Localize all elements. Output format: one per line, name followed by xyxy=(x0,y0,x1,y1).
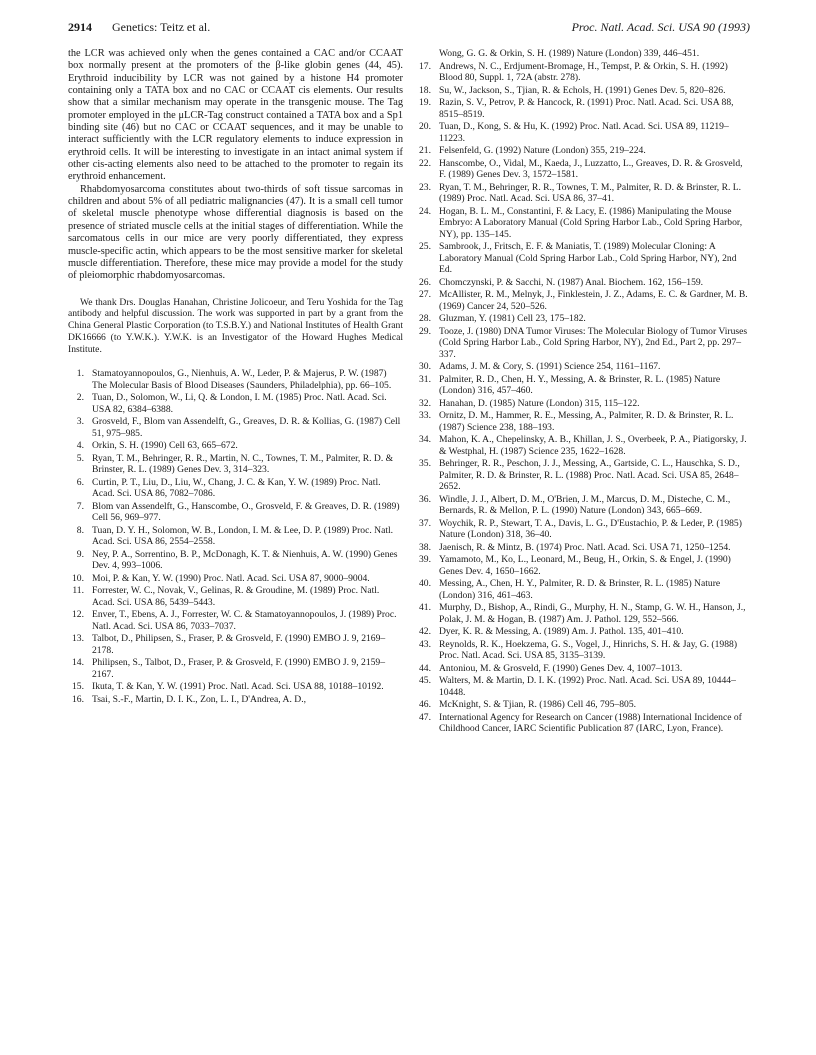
reference-number: 16. xyxy=(72,693,84,705)
reference-continuation: Wong, G. G. & Orkin, S. H. (1989) Nature (London) 339, 446–451. xyxy=(439,48,700,59)
reference-text: Tooze, J. (1980) DNA Tumor Viruses: The Molecular Biology of Tumor Viruses (Cold Spring Harbor Lab., Cold Spring Harbor, NY), 2nd Ed., Part 2, pp. 297–337. xyxy=(439,325,748,360)
reference-number: 3. xyxy=(76,416,84,428)
reference-item xyxy=(415,313,750,325)
reference-item xyxy=(415,434,750,457)
reference-text: Razin, S. V., Petrov, P. & Hancock, R. (1991) Proc. Natl. Acad. Sci. USA 88, 8515–8519. xyxy=(439,97,734,120)
reference-text: Chomczynski, P. & Sacchi, N. (1987) Anal. Biochem. 162, 156–159. xyxy=(439,276,704,288)
reference-number: 2. xyxy=(76,392,84,404)
reference-item xyxy=(415,675,750,698)
reference-item xyxy=(415,602,750,625)
reference-number: 19. xyxy=(419,97,431,108)
reference-number: 1. xyxy=(76,368,84,380)
reference-number: 11. xyxy=(72,585,84,597)
reference-item xyxy=(68,681,403,693)
reference-text: Philipsen, S., Talbot, D., Fraser, P. & Grosveld, F. (1990) EMBO J. 9, 2159–2167. xyxy=(92,657,386,680)
reference-list xyxy=(415,61,750,735)
reference-item xyxy=(415,542,750,554)
reference-text: Murphy, D., Bishop, A., Rindi, G., Murphy, H. N., Stamp, G. W. H., Hanson, J., Polak, J. M. & Hogan, B. (1987) Am. J. Pathol. 129, 552–566. xyxy=(439,602,746,625)
reference-number: 22. xyxy=(419,157,431,169)
running-title: Genetics: Teitz et al. xyxy=(112,20,211,34)
reference-text: Gluzman, Y. (1981) Cell 23, 175–182. xyxy=(439,313,586,324)
reference-number: 37. xyxy=(419,517,431,529)
reference-text: McAllister, R. M., Melnyk, J., Finklestein, J. Z., Adams, E. C. & Gardner, M. B. (1969) Cancer 24, 520–526. xyxy=(439,289,748,312)
reference-number: 25. xyxy=(419,241,431,252)
body-paragraph: the LCR was achieved only when the genes contained a CAC and/or CCAAT box normally present at the promoters of the β-like globin genes (44, 45). Erythroid inducibility by LCR was not gained by a histone H4 promoter containing only a TATA box and no CAC or CCAAT cis elements. Our results show that a similar mechanism may operate in the transgenic mouse. The Tag promoter employed in the μLCR-Tag construct contained a TATA box and a Sp1 binding site (46) but no CAC or CCAAT sequences, and it may be unable to interact sufficiently with the LCR regulatory elements to induce expression in erythroid cells. It will be interesting to investigate in an intact animal system if other cis-acting elements also need to be attached to the promoter to regain its erythroid enhancement. xyxy=(68,48,403,183)
right-column xyxy=(415,48,750,736)
reference-number: 41. xyxy=(419,602,431,613)
reference-text: Felsenfeld, G. (1992) Nature (London) 355, 219–224. xyxy=(439,145,646,156)
reference-number: 40. xyxy=(419,578,431,589)
reference-number: 12. xyxy=(72,609,84,621)
reference-text: McKnight, S. & Tjian, R. (1986) Cell 46, 795–805. xyxy=(439,699,637,710)
reference-text: Ney, P. A., Sorrentino, B. P., McDonagh, K. T. & Nienhuis, A. W. (1990) Genes Dev. 4, 993–1006. xyxy=(92,548,398,572)
reference-text: Antoniou, M. & Grosveld, F. (1990) Genes Dev. 4, 1007–1013. xyxy=(439,662,683,674)
reference-item xyxy=(68,440,403,452)
left-column xyxy=(68,48,403,706)
reference-text: Jaenisch, R. & Mintz, B. (1974) Proc. Natl. Acad. Sci. USA 71, 1250–1254. xyxy=(439,541,731,553)
reference-number: 42. xyxy=(419,626,431,637)
reference-item xyxy=(68,501,403,524)
reference-item xyxy=(415,518,750,541)
reference-item xyxy=(68,573,403,585)
reference-text: Talbot, D., Philipsen, S., Fraser, P. & Grosveld, F. (1990) EMBO J. 9, 2169–2178. xyxy=(92,633,386,656)
reference-number: 46. xyxy=(419,699,431,710)
reference-number: 38. xyxy=(419,541,431,553)
reference-number: 20. xyxy=(419,121,431,132)
page-number: 2914 xyxy=(68,20,92,34)
reference-item xyxy=(415,326,750,361)
reference-text: Hogan, B. L. M., Constantini, F. & Lacy, E. (1986) Manipulating the Mouse Embryo: A Laboratory Manual (Cold Spring Harbor Lab., Cold Spring Harbor, NY), pp. 135–145. xyxy=(439,205,743,240)
reference-item xyxy=(68,477,403,500)
reference-text: Ikuta, T. & Kan, Y. W. (1991) Proc. Natl. Acad. Sci. USA 88, 10188–10192. xyxy=(92,681,384,693)
reference-number: 17. xyxy=(419,60,431,72)
reference-number: 30. xyxy=(419,361,431,372)
reference-item xyxy=(68,585,403,608)
reference-text: Curtin, P. T., Liu, D., Liu, W., Chang, J. C. & Kan, Y. W. (1989) Proc. Natl. Acad. Sci. USA 86, 7082–7086. xyxy=(92,476,381,500)
reference-item xyxy=(68,368,403,391)
reference-number: 32. xyxy=(419,397,431,409)
reference-item xyxy=(68,416,403,439)
reference-item xyxy=(415,663,750,675)
reference-text: Tsai, S.-F., Martin, D. I. K., Zon, L. I., D'Andrea, A. D., xyxy=(92,693,306,705)
body-paragraph: Rhabdomyosarcoma constitutes about two-thirds of soft tissue sarcomas in children and about 5% of all pediatric malignancies (47). It is a small cell tumor of skeletal muscle phenotype whose differential diagnosis is based on the presence of striated muscle cells at the initial stages of differentiation. While the sarcomatous cells in our mice are very poorly differentiated, they express muscle-specific actin, which appears to be the most sensitive marker for skeletal muscle differentiation. Therefore, these mice may provide a model for the study of pleiomorphic rhabdomyosarcomas. xyxy=(68,183,403,282)
reference-item xyxy=(415,121,750,144)
reference-text: Ornitz, D. M., Hammer, R. E., Messing, A., Palmiter, R. D. & Brinster, R. L. (1987) Science 238, 188–193. xyxy=(439,410,734,433)
reference-item xyxy=(415,626,750,638)
reference-item xyxy=(415,374,750,397)
reference-text: Ryan, T. M., Behringer, R. R., Townes, T. M., Palmiter, R. D. & Brinster, R. L. (1989) Proc. Natl. Acad. Sci. USA 86, 37–41. xyxy=(439,181,742,204)
reference-number: 39. xyxy=(419,554,431,565)
reference-item xyxy=(415,554,750,577)
reference-text: Orkin, S. H. (1990) Cell 63, 665–672. xyxy=(92,440,238,452)
reference-number: 14. xyxy=(72,657,84,669)
reference-item xyxy=(415,145,750,157)
reference-text: Adams, J. M. & Cory, S. (1991) Science 254, 1161–1167. xyxy=(439,361,661,372)
reference-text: Messing, A., Chen, H. Y., Palmiter, R. D. & Brinster, R. L. (1985) Nature (London) 316, 461–463. xyxy=(439,578,721,601)
reference-item xyxy=(415,182,750,205)
reference-number: 8. xyxy=(76,524,84,536)
reference-item xyxy=(415,97,750,120)
reference-item xyxy=(68,609,403,632)
reference-text: Reynolds, R. K., Hoekzema, G. S., Vogel, J., Hinrichs, S. H. & Jay, G. (1988) Proc. Natl. Acad. Sci. USA 85, 3135–3139. xyxy=(439,638,738,661)
reference-text: International Agency for Research on Cancer (1988) International Incidence of Childhood Cancer, IARC Scientific Publication 87 (IARC, Lyon, France). xyxy=(439,711,742,734)
reference-text: Hanscombe, O., Vidal, M., Kaeda, J., Luzzatto, L., Greaves, D. R. & Grosveld, F. (1989) Genes Dev. 3, 1572–1581. xyxy=(439,157,743,180)
reference-number: 24. xyxy=(419,205,431,217)
reference-item xyxy=(415,398,750,410)
reference-number: 43. xyxy=(419,638,431,650)
reference-number: 4. xyxy=(76,440,84,452)
reference-number: 26. xyxy=(419,276,431,288)
reference-number: 35. xyxy=(419,458,431,469)
reference-number: 5. xyxy=(76,452,84,464)
reference-number: 21. xyxy=(419,145,431,156)
reference-item xyxy=(415,158,750,181)
reference-number: 44. xyxy=(419,662,431,674)
reference-item xyxy=(68,657,403,680)
reference-item xyxy=(415,241,750,276)
reference-number: 34. xyxy=(419,434,431,445)
reference-item xyxy=(415,85,750,97)
reference-item xyxy=(415,458,750,493)
reference-text: Andrews, N. C., Erdjument-Bromage, H., Tempst, P. & Orkin, S. H. (1992) Blood 80, Suppl. 1, 72A (abstr. 278). xyxy=(439,60,728,83)
reference-text: Hanahan, D. (1985) Nature (London) 315, 115–122. xyxy=(439,397,640,409)
reference-text: Blom van Assendelft, G., Hanscombe, O., Grosveld, F. & Greaves, D. R. (1989) Cell 56, 969–977. xyxy=(92,500,400,524)
reference-number: 47. xyxy=(419,711,431,723)
reference-item xyxy=(415,61,750,84)
reference-number: 36. xyxy=(419,493,431,505)
reference-text: Tuan, D., Kong, S. & Hu, K. (1992) Proc. Natl. Acad. Sci. USA 89, 11219–11223. xyxy=(439,121,729,144)
reference-item xyxy=(68,633,403,656)
reference-number: 13. xyxy=(72,633,84,645)
reference-number: 27. xyxy=(419,289,431,300)
reference-number: 9. xyxy=(76,548,84,560)
reference-item xyxy=(415,361,750,373)
reference-text: Windle, J. J., Albert, D. M., O'Brien, J. M., Marcus, D. M., Disteche, C. M., Bernards, R. & Mellon, P. L. (1990) Nature (London) 343, 665–669. xyxy=(439,493,731,516)
reference-text: Dyer, K. R. & Messing, A. (1989) Am. J. Pathol. 135, 401–410. xyxy=(439,626,684,637)
reference-number: 31. xyxy=(419,373,431,385)
reference-item xyxy=(68,549,403,572)
acknowledgment: We thank Drs. Douglas Hanahan, Christine Jolicoeur, and Teru Yoshida for the Tag antibody and helpful discussion. The work was supported in part by a grant from the China General Plastic Corporation (to T.S.B.Y.) and National Institutes of Health Grant DK16666 (to Y.W.K.). Y.W.K. is an Investigator of the Howard Hughes Medical Institute. xyxy=(68,296,403,356)
reference-text: Sambrook, J., Fritsch, E. F. & Maniatis, T. (1989) Molecular Cloning: A Laboratory Manual (Cold Spring Harbor Lab., Cold Spring Harbor, NY), 2nd Ed. xyxy=(439,241,737,275)
reference-item xyxy=(68,525,403,548)
reference-text: Yamamoto, M., Ko, L., Leonard, M., Beug, H., Orkin, S. & Engel, J. (1990) Genes Dev. 4, 1650–1662. xyxy=(439,554,731,577)
reference-item xyxy=(415,578,750,601)
reference-text: Behringer, R. R., Peschon, J. J., Messing, A., Gartside, C. L., Hauschka, S. D., Palmiter, R. D. & Brinster, R. L. (1988) Proc. Natl. Acad. Sci. USA 85, 2648–2652. xyxy=(439,458,740,492)
reference-number: 7. xyxy=(76,500,84,512)
reference-text: Walters, M. & Martin, D. I. K. (1992) Proc. Natl. Acad. Sci. USA 89, 10444–10448. xyxy=(439,675,736,698)
reference-number: 15. xyxy=(72,681,84,693)
reference-text: Enver, T., Ebens, A. J., Forrester, W. C. & Stamatoyannopoulos, J. (1989) Proc. Natl. Acad. Sci. USA 86, 7033–7037. xyxy=(92,609,397,632)
reference-number: 10. xyxy=(72,572,84,584)
reference-item xyxy=(415,699,750,711)
reference-number: 23. xyxy=(419,181,431,193)
reference-item xyxy=(68,453,403,476)
reference-number: 6. xyxy=(76,476,84,488)
reference-text: Tuan, D. Y. H., Solomon, W. B., London, I. M. & Lee, D. P. (1989) Proc. Natl. Acad. Sci. USA 86, 2554–2558. xyxy=(92,524,394,548)
reference-item xyxy=(415,277,750,289)
reference-item xyxy=(68,392,403,415)
reference-number: 29. xyxy=(419,325,431,337)
reference-item xyxy=(415,712,750,735)
reference-text: Moi, P. & Kan, Y. W. (1990) Proc. Natl. Acad. Sci. USA 87, 9000–9004. xyxy=(92,572,370,584)
reference-text: Su, W., Jackson, S., Tjian, R. & Echols, H. (1991) Genes Dev. 5, 820–826. xyxy=(439,84,726,96)
reference-item xyxy=(68,694,403,706)
reference-item xyxy=(415,410,750,433)
reference-text: Ryan, T. M., Behringer, R. R., Martin, N. C., Townes, T. M., Palmiter, R. D. & Brinster, R. L. (1989) Genes Dev. 3, 314–323. xyxy=(92,452,394,476)
reference-number: 18. xyxy=(419,84,431,96)
reference-number: 45. xyxy=(419,675,431,686)
reference-text: Forrester, W. C., Novak, V., Gelinas, R. & Groudine, M. (1989) Proc. Natl. Acad. Sci. USA 86, 5439–5443. xyxy=(92,585,380,608)
reference-text: Stamatoyannopoulos, G., Nienhuis, A. W., Leder, P. & Majerus, P. W. (1987) The Molecular Basis of Blood Diseases (Saunders, Philadelphia), pp. 66–105. xyxy=(92,368,392,391)
reference-text: Mahon, K. A., Chepelinsky, A. B., Khillan, J. S., Overbeek, P. A., Piatigorsky, J. & Westphal, H. (1987) Science 235, 1622–1628. xyxy=(439,434,747,457)
reference-number: 28. xyxy=(419,313,431,324)
reference-text: Palmiter, R. D., Chen, H. Y., Messing, A. & Brinster, R. L. (1985) Nature (London) 316, 457–460. xyxy=(439,373,721,396)
reference-item xyxy=(415,289,750,312)
reference-item xyxy=(415,206,750,241)
page-header xyxy=(68,20,750,38)
reference-number: 33. xyxy=(419,410,431,421)
reference-text: Woychik, R. P., Stewart, T. A., Davis, L. G., D'Eustachio, P. & Leder, P. (1985) Nature (London) 318, 36–40. xyxy=(439,517,742,540)
journal-citation: Proc. Natl. Acad. Sci. USA 90 (1993) xyxy=(571,20,750,34)
reference-item xyxy=(415,494,750,517)
reference-item xyxy=(415,639,750,662)
reference-list xyxy=(68,368,403,705)
reference-text: Tuan, D., Solomon, W., Li, Q. & London, I. M. (1985) Proc. Natl. Acad. Sci. USA 82, 6384–6388. xyxy=(92,392,387,415)
reference-text: Grosveld, F., Blom van Assendelft, G., Greaves, D. R. & Kollias, G. (1987) Cell 51, 975–985. xyxy=(92,416,401,439)
